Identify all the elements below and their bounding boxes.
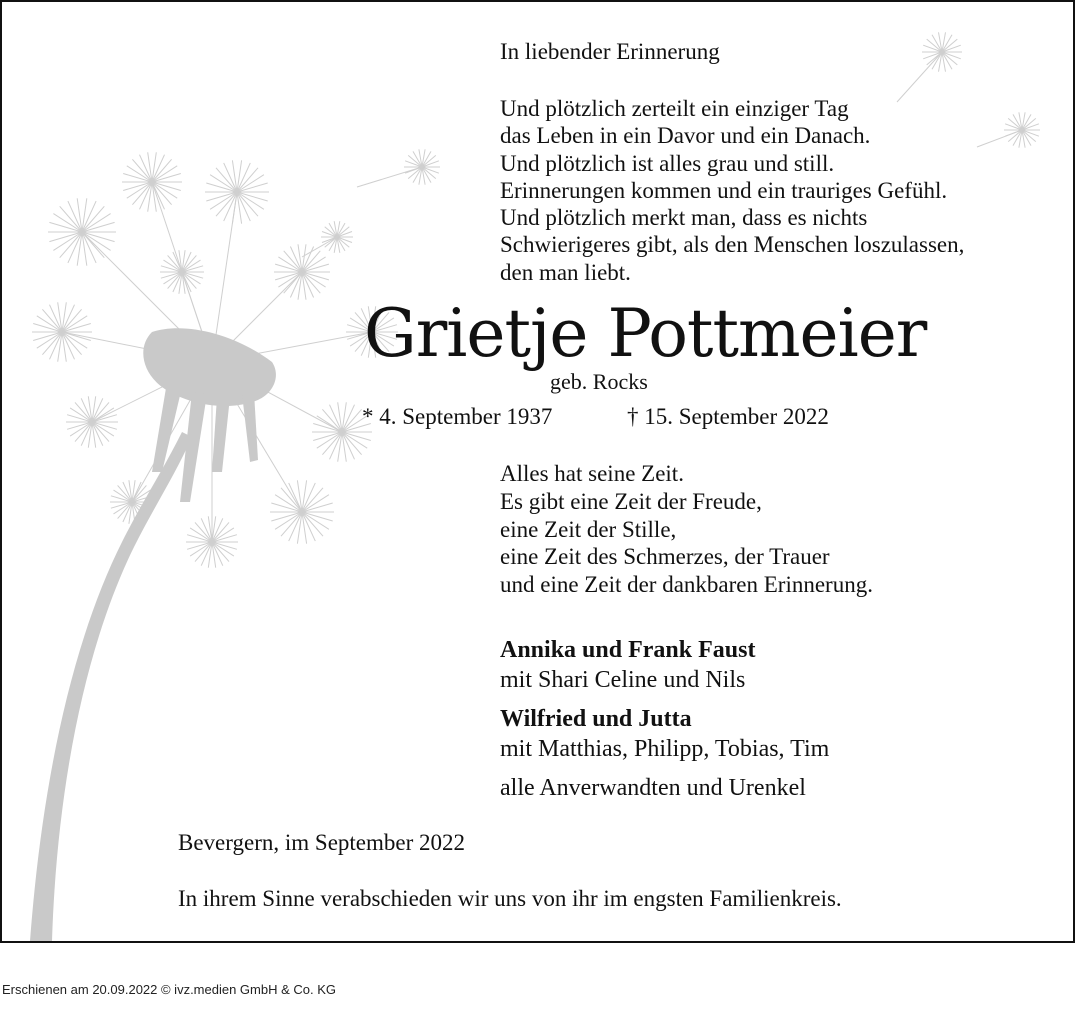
poem-line: Schwierigeres gibt, als den Menschen loszulassen, xyxy=(500,232,965,258)
publication-footer: Erschienen am 20.09.2022 © ivz.medien GmbH & Co. KG xyxy=(2,982,337,997)
poem-line: und eine Zeit der dankbaren Erinnerung. xyxy=(500,572,873,598)
poem-line: Es gibt eine Zeit der Freude, xyxy=(500,488,762,514)
poem-line: den man liebt. xyxy=(500,259,631,285)
poem-bottom xyxy=(500,460,873,599)
closing-note: In ihrem Sinne verabschieden wir uns von ihr im engsten Familienkreis. xyxy=(178,886,842,911)
poem-line: Alles hat seine Zeit. xyxy=(500,461,684,486)
poem-top xyxy=(500,95,964,286)
birth-date: * 4. September 1937 xyxy=(362,404,553,429)
poem-line: Und plötzlich ist alles grau und still. xyxy=(500,150,835,176)
death-date: † 15. September 2022 xyxy=(627,404,829,429)
mourner-children: mit Shari Celine und Nils xyxy=(500,667,746,693)
mourners xyxy=(500,635,829,803)
heading: In liebender Erinnerung xyxy=(500,39,720,64)
mourner-name: Annika und Frank Faust xyxy=(500,637,756,663)
mourner-children: mit Matthias, Philipp, Tobias, Tim xyxy=(500,736,830,762)
mourner-name: Wilfried und Jutta xyxy=(500,706,692,732)
poem-line: Und plötzlich merkt man, dass es nichts xyxy=(500,205,868,231)
poem-line: eine Zeit des Schmerzes, der Trauer xyxy=(500,544,830,570)
place-date: Bevergern, im September 2022 xyxy=(178,830,466,855)
relatives: alle Anverwandten und Urenkel xyxy=(500,775,806,801)
born-name: geb. Rocks xyxy=(550,369,648,394)
poem-line: Und plötzlich zerteilt ein einziger Tag xyxy=(500,96,849,121)
poem-line: das Leben in ein Davor und ein Danach. xyxy=(500,123,871,149)
poem-line: eine Zeit der Stille, xyxy=(500,516,677,542)
poem-line: Erinnerungen kommen und ein trauriges Gefühl. xyxy=(500,177,948,203)
deceased-name: Grietje Pottmeier xyxy=(364,295,927,372)
